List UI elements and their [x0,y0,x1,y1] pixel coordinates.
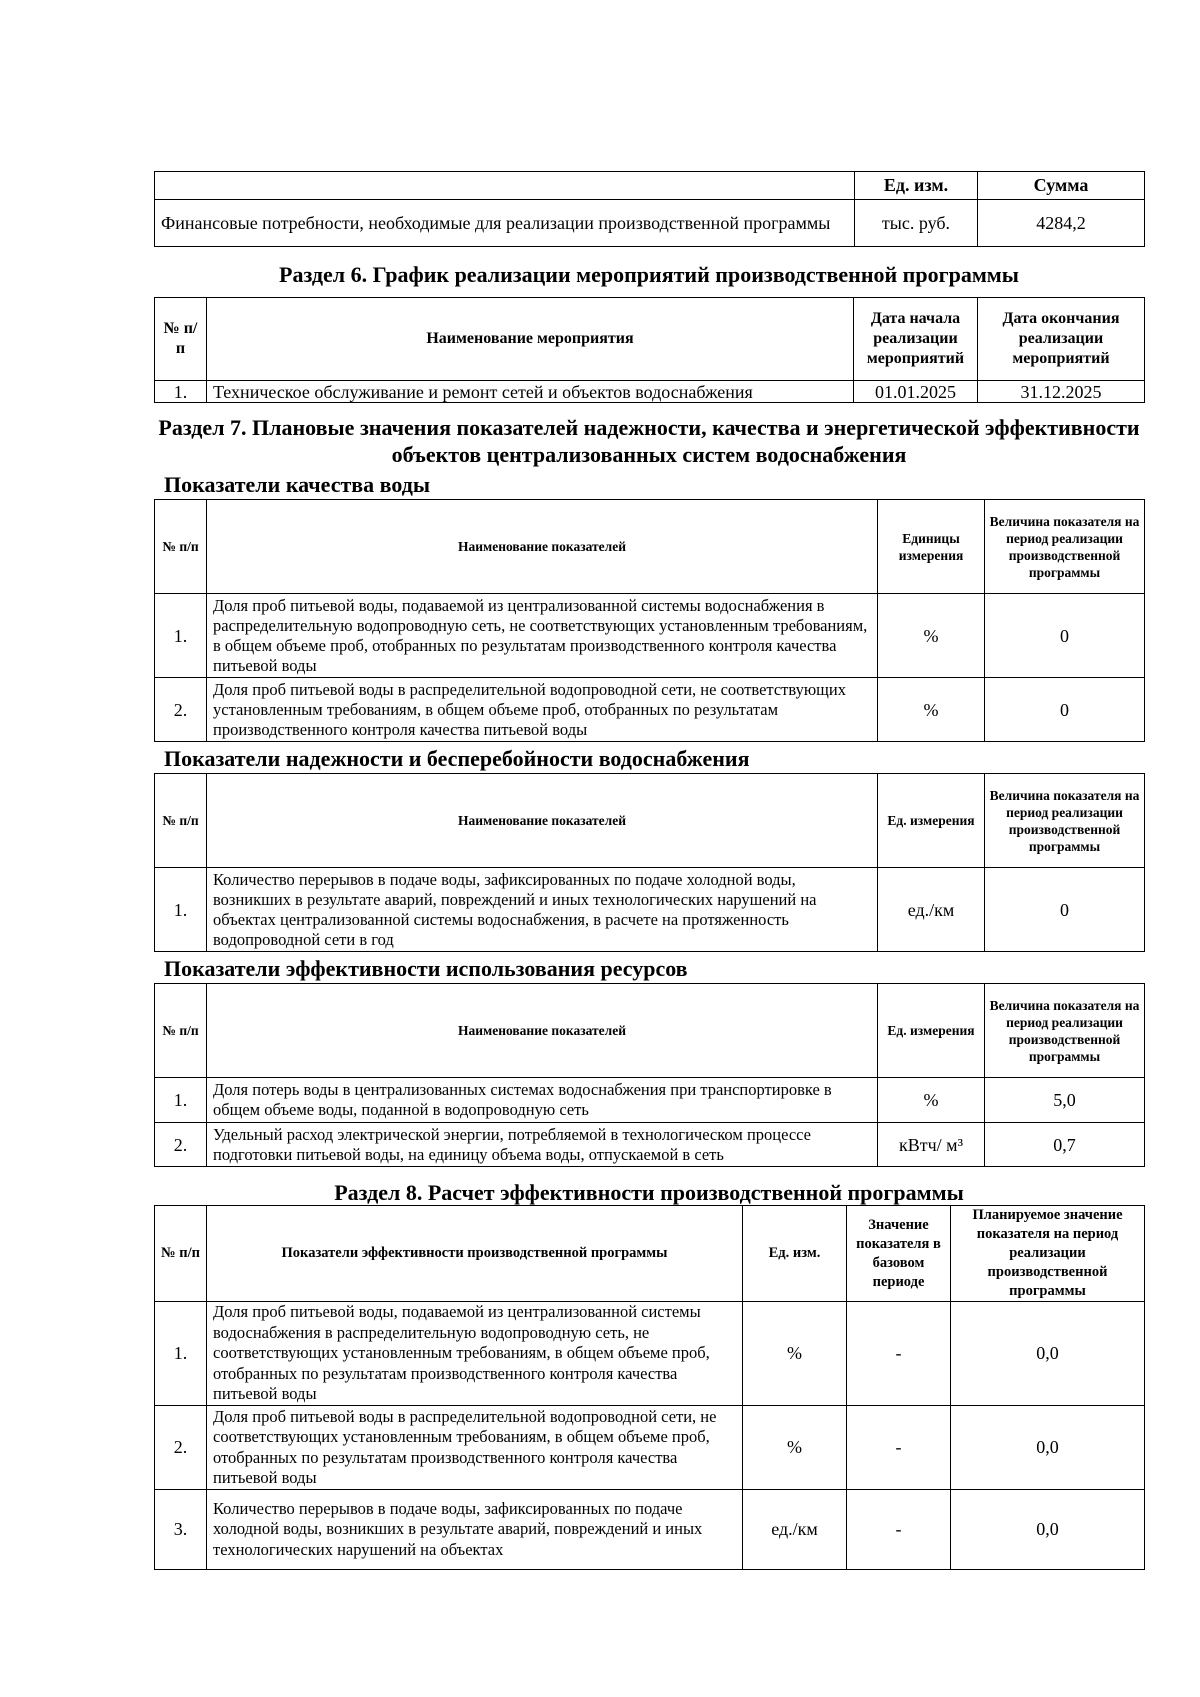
efficiency-header-unit: Ед. измерения [878,984,985,1078]
section6-row-name: Техническое обслуживание и ремонт сетей и объектов водоснабжения [207,381,854,403]
section8-header-name: Показатели эффективности производственной программы [207,1206,743,1302]
table-row [155,1406,1145,1490]
section8-row-num: 1. [155,1302,207,1406]
section8-row-name: Количество перерывов в подаче воды, зафиксированных по подаче холодной воды, возникших в результате аварий, повреждений и иных технологических нарушений на объектах [207,1490,743,1570]
section8-title: Раздел 8. Расчет эффективности производственной программы [334,1180,964,1205]
quality-row-num: 2. [155,678,207,742]
finance-name: Финансовые потребности, необходимые для реализации производственной программы [155,200,855,247]
quality-header-num: № п/п [155,500,207,594]
finance-header-row [155,172,1145,200]
section8-row-num: 2. [155,1406,207,1490]
section6-header-name: Наименование мероприятия [207,298,854,381]
quality-header-name: Наименование показателей [207,500,878,594]
table-row [155,594,1145,678]
efficiency-row-value: 0,7 [985,1123,1145,1167]
reliability-header-name: Наименование показателей [207,774,878,868]
section6-row-end: 31.12.2025 [978,381,1145,403]
reliability-table [154,773,1145,952]
efficiency-row-value: 5,0 [985,1078,1145,1123]
section6-row-num: 1. [155,381,207,403]
quality-row-value: 0 [985,594,1145,678]
section8-row-name: Доля проб питьевой воды, подаваемой из централизованной системы водоснабжения в распределительную водопроводную сеть, не соответствующих установленным требованиям, в общем объеме проб, отобранных по результатам производственного контроля качества питьевой воды [207,1302,743,1406]
quality-table [154,499,1145,742]
section8-row-plan: 0,0 [951,1406,1145,1490]
quality-header-value: Величина показателя на период реализации производственной программы [985,500,1145,594]
efficiency-header-num: № п/п [155,984,207,1078]
efficiency-row-name: Доля потерь воды в централизованных системах водоснабжения при транспортировке в общем объеме воды, поданной в водопроводную сеть [207,1078,878,1123]
section6-title: Раздел 6. График реализации мероприятий производственной программы [279,262,1019,287]
reliability-row-num: 1. [155,868,207,952]
reliability-row-value: 0 [985,868,1145,952]
finance-header-empty [155,172,855,200]
finance-table [154,171,1145,247]
table-row [155,1490,1145,1570]
reliability-header-row [155,774,1145,868]
section6-header-start: Дата начала реализации мероприятий [854,298,978,381]
section8-header-row [155,1206,1145,1302]
section8-header-base: Значение показателя в базовом периоде [847,1206,951,1302]
section8-row-unit: ед./км [743,1490,847,1570]
section8-row-plan: 0,0 [951,1302,1145,1406]
section8-row-unit: % [743,1406,847,1490]
finance-sum: 4284,2 [978,200,1145,247]
reliability-header-value: Величина показателя на период реализации производственной программы [985,774,1145,868]
reliability-row-unit: ед./км [878,868,985,952]
section6-header-end: Дата окончания реализации мероприятий [978,298,1145,381]
quality-header-row [155,500,1145,594]
efficiency-header-row [155,984,1145,1078]
efficiency-header-value: Величина показателя на период реализации производственной программы [985,984,1145,1078]
section6-header-row [155,298,1145,381]
section8-header-unit: Ед. изм. [743,1206,847,1302]
quality-row-name: Доля проб питьевой воды, подаваемой из централизованной системы водоснабжения в распределительную водопроводную сеть, не соответствующих установленным требованиям, в общем объеме проб, отобранных по результатам производственного контроля качества питьевой воды [207,594,878,678]
reliability-header-num: № п/п [155,774,207,868]
document-page [154,171,1144,1570]
quality-row-unit: % [878,594,985,678]
section8-row-plan: 0,0 [951,1490,1145,1570]
section6-row-start: 01.01.2025 [854,381,978,403]
table-row [155,381,1145,403]
efficiency-subtitle: Показатели эффективности использования ресурсов [164,956,688,981]
efficiency-row-unit: % [878,1078,985,1123]
table-row [155,1302,1145,1406]
finance-header-unit: Ед. изм. [855,172,978,200]
section8-row-unit: % [743,1302,847,1406]
section8-row-base: - [847,1490,951,1570]
section7-title: Раздел 7. Плановые значения показателей надежности, качества и энергетической эффективности объектов централизованных систем водоснабжения [158,415,1140,467]
section8-table [154,1205,1145,1570]
quality-header-unit: Единицы измерения [878,500,985,594]
reliability-header-unit: Ед. измерения [878,774,985,868]
finance-row [155,200,1145,247]
quality-row-name: Доля проб питьевой воды в распределительной водопроводной сети, не соответствующих установленным требованиям, в общем объеме проб, отобранных по результатам производственного контроля качества питьевой воды [207,678,878,742]
finance-unit: тыс. руб. [855,200,978,247]
table-row [155,678,1145,742]
section8-row-name: Доля проб питьевой воды в распределительной водопроводной сети, не соответствующих установленным требованиям, в общем объеме проб, отобранных по результатам производственного контроля качества питьевой воды [207,1406,743,1490]
section6-header-num: № п/п [155,298,207,381]
efficiency-row-unit: кВтч/ м³ [878,1123,985,1167]
table-row [155,1123,1145,1167]
finance-header-sum: Сумма [978,172,1145,200]
efficiency-header-name: Наименование показателей [207,984,878,1078]
reliability-row-name: Количество перерывов в подаче воды, зафиксированных по подаче холодной воды, возникших в результате аварий, повреждений и иных технологических нарушений на объектах централизованной системы водоснабжения, в расчете на протяженность водопроводной сети в год [207,868,878,952]
quality-row-num: 1. [155,594,207,678]
efficiency-table [154,983,1145,1167]
efficiency-row-num: 2. [155,1123,207,1167]
efficiency-row-num: 1. [155,1078,207,1123]
section8-row-base: - [847,1406,951,1490]
section8-row-base: - [847,1302,951,1406]
section6-table [154,297,1145,403]
quality-row-unit: % [878,678,985,742]
table-row [155,868,1145,952]
quality-row-value: 0 [985,678,1145,742]
quality-subtitle: Показатели качества воды [164,472,431,497]
section8-row-num: 3. [155,1490,207,1570]
table-row [155,1078,1145,1123]
efficiency-row-name: Удельный расход электрической энергии, потребляемой в технологическом процессе подготовки питьевой воды, на единицу объема воды, отпускаемой в сеть [207,1123,878,1167]
reliability-subtitle: Показатели надежности и бесперебойности водоснабжения [164,746,750,771]
section8-header-num: № п/п [155,1206,207,1302]
section8-header-plan: Планируемое значение показателя на период реализации производственной программы [951,1206,1145,1302]
